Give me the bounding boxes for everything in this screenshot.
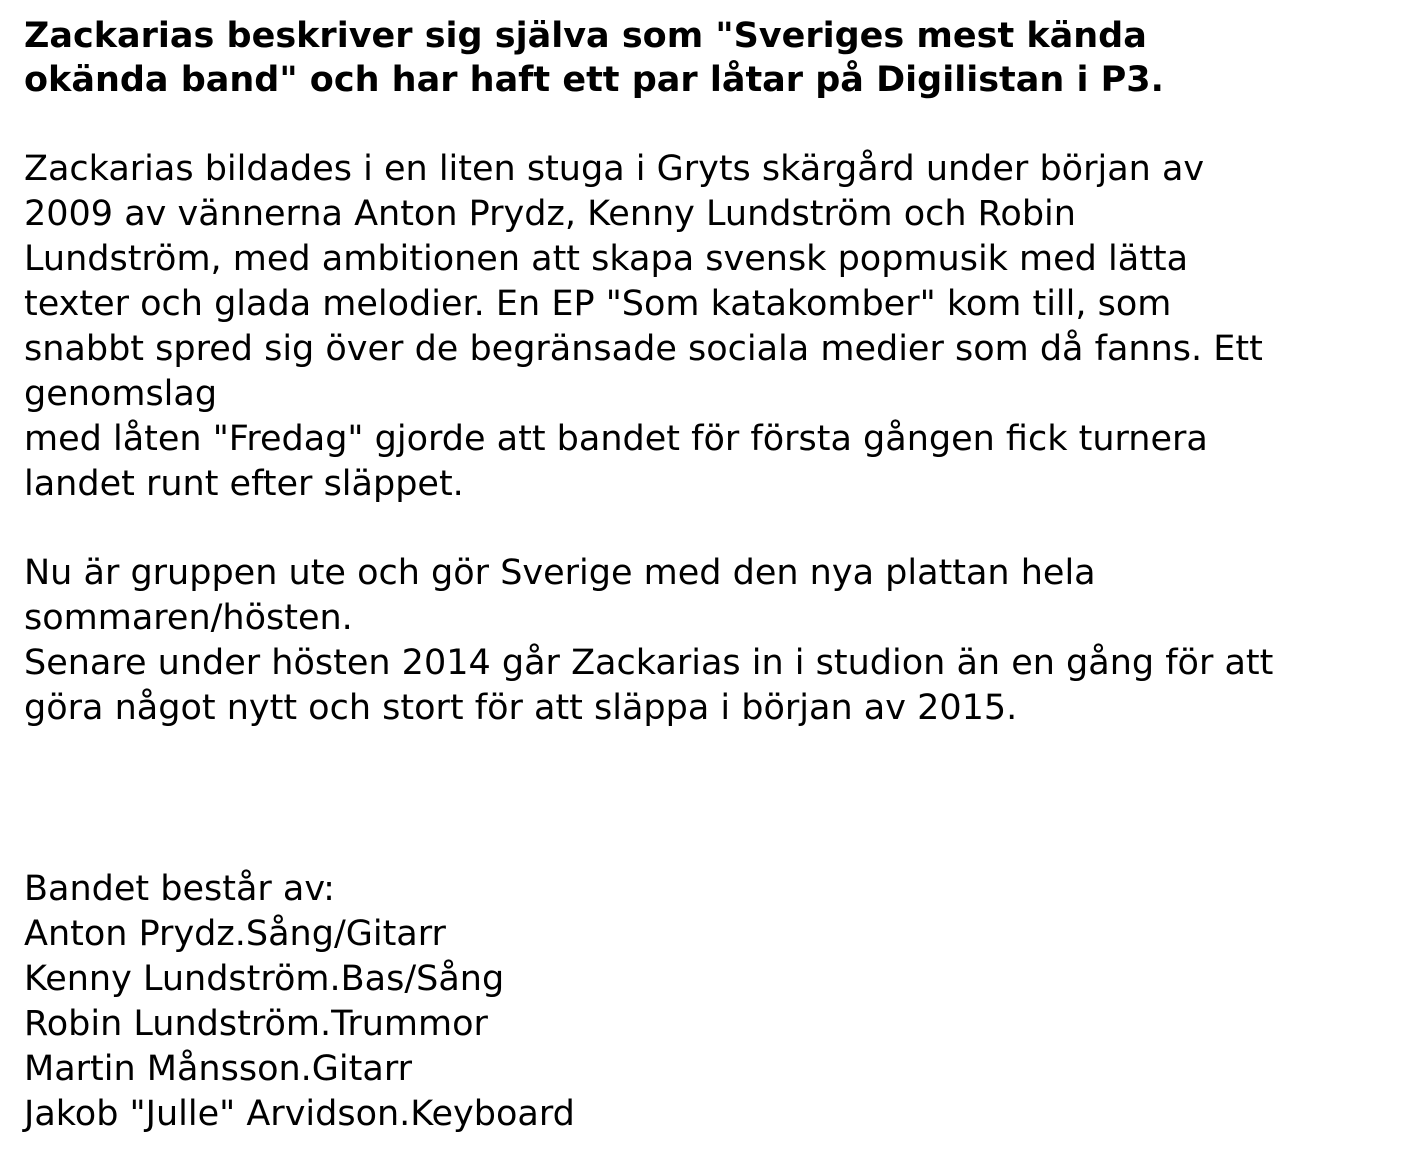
band-heading: Bandet består av: <box>24 869 335 909</box>
band-member: Martin Månsson.Gitarr <box>24 1049 412 1089</box>
band-member-list <box>24 912 1404 1137</box>
current-news-paragraph: Nu är gruppen ute och gör Sverige med den nya plattan hela sommaren/hösten. Senare under hösten 2014 går Zackarias in i studion än en gång för att göra något nytt och stort för att släppa i början av 2015. <box>24 553 1274 728</box>
band-member: Jakob "Julle" Arvidson.Keyboard <box>24 1094 575 1134</box>
band-member: Anton Prydz.Sång/Gitarr <box>24 914 446 954</box>
history-paragraph: Zackarias bildades i en liten stuga i Gryts skärgård under början av 2009 av vännerna Anton Prydz, Kenny Lundström och Robin Lundström, med ambitionen att skapa svensk popmusik med lätta texter och glada melodier. En EP "Som katakomber" kom till, som snabbt spred sig över de begränsade sociala medier som då fanns. Ett genomslag med låten "Fredag" gjorde att bandet för första gången fick turnera landet runt efter släppet. <box>24 149 1263 504</box>
document <box>24 14 1404 1137</box>
intro-paragraph: Zackarias beskriver sig själva som "Sveriges mest kända okända band" och har haft ett par låtar på Digilistan i P3. <box>24 16 1164 100</box>
band-member: Kenny Lundström.Bas/Sång <box>24 959 505 999</box>
band-section <box>24 867 1404 1137</box>
band-member: Robin Lundström.Trummor <box>24 1004 488 1044</box>
